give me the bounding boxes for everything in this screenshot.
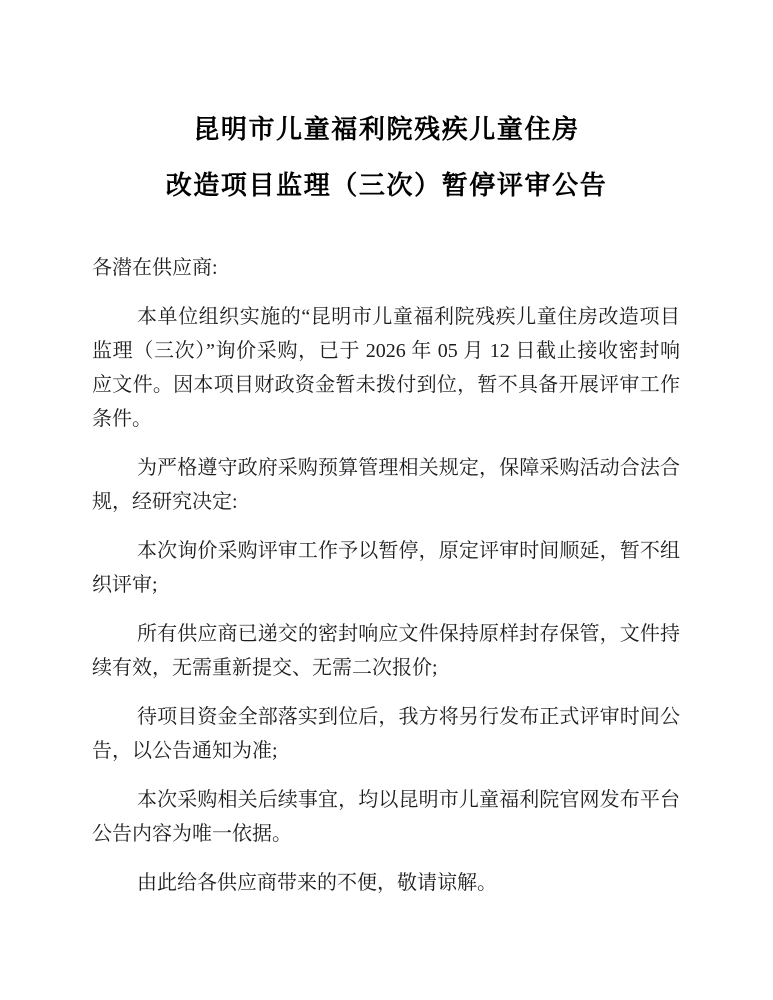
paragraph-7 bbox=[92, 866, 680, 900]
paragraph-line: 应文件。因本项目财政资金暂未拨付到位，暂不具备开展评审工作 bbox=[92, 374, 680, 396]
paragraph-line: 本单位组织实施的“昆明市儿童福利院残疾儿童住房改造项目 bbox=[137, 306, 680, 328]
title-line-1: 昆明市儿童福利院残疾儿童住房 bbox=[193, 115, 580, 144]
paragraph-line: 规，经研究决定: bbox=[92, 491, 238, 513]
salutation-text: 各潜在供应商: bbox=[92, 257, 218, 279]
paragraph-2 bbox=[92, 451, 680, 519]
paragraph-line: 条件。 bbox=[92, 408, 152, 430]
paragraph-line: 监理（三次）”询价采购，已于 2026 年 05 月 12 日截止接收密封响 bbox=[92, 340, 680, 362]
paragraph-line: 续有效，无需重新提交、无需二次报价; bbox=[92, 657, 438, 679]
paragraph-5 bbox=[92, 700, 680, 768]
paragraph-line: 所有供应商已递交的密封响应文件保持原样封存保管，文件持 bbox=[137, 623, 680, 645]
paragraph-line: 本次采购相关后续事宜，均以昆明市儿童福利院官网发布平台 bbox=[137, 789, 680, 811]
paragraph-line: 公告内容为唯一依据。 bbox=[92, 823, 292, 845]
paragraph-1 bbox=[92, 300, 680, 436]
paragraph-6 bbox=[92, 783, 680, 851]
paragraph-line: 织评审; bbox=[92, 574, 158, 596]
announcement-body bbox=[92, 251, 680, 915]
title-line-2: 改造项目监理（三次）暂停评审公告 bbox=[165, 171, 608, 200]
paragraph-4 bbox=[92, 617, 680, 685]
paragraph-line: 由此给各供应商带来的不便，敬请谅解。 bbox=[137, 872, 497, 894]
paragraph-3 bbox=[92, 534, 680, 602]
announcement-title bbox=[0, 102, 773, 214]
paragraph-line: 为严格遵守政府采购预算管理相关规定，保障采购活动合法合 bbox=[137, 457, 680, 479]
salutation bbox=[92, 251, 680, 285]
paragraph-line: 告，以公告通知为准; bbox=[92, 740, 278, 762]
paragraph-line: 待项目资金全部落实到位后，我方将另行发布正式评审时间公 bbox=[137, 706, 680, 728]
paragraph-line: 本次询价采购评审工作予以暂停，原定评审时间顺延，暂不组 bbox=[137, 540, 680, 562]
